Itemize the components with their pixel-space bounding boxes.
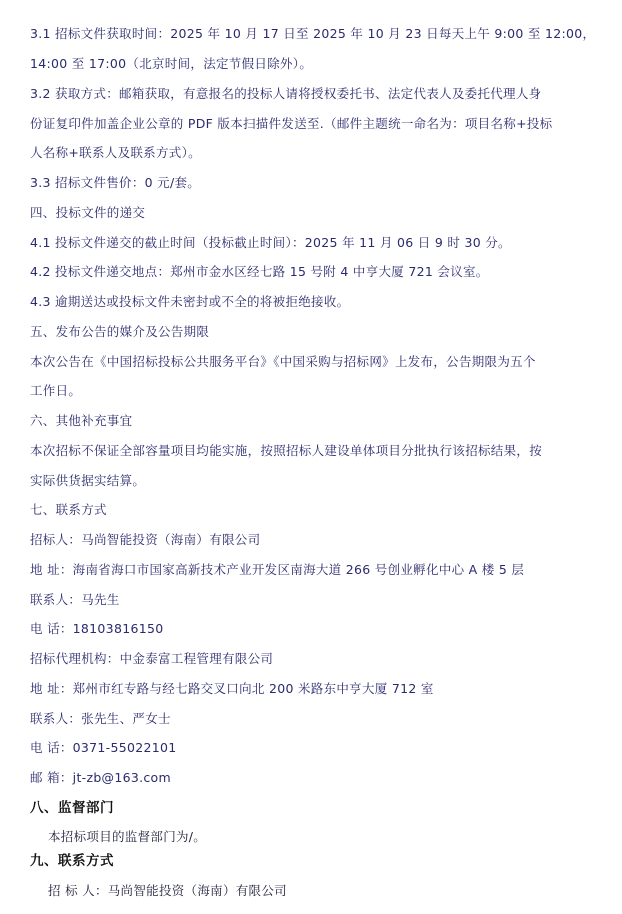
final-tenderer-line: 招 标 人：马尚智能投资（海南）有限公司	[48, 883, 287, 898]
section-heading-7: 七、联系方式	[30, 502, 107, 517]
agency-contact-line: 联系人：张先生、严女士	[30, 711, 171, 726]
tenderer-address-line: 地 址：海南省海口市国家高新技术产业开发区南海大道 266 号创业孵化中心 A 楼 5 层	[30, 562, 525, 577]
section-heading-6: 六、其他补充事宜	[30, 413, 133, 428]
tenderer-contact-line: 联系人：马先生	[30, 592, 120, 607]
text-line-9: 4.2 投标文件递交地点：郑州市金水区经七路 15 号附 4 中亨大厦 721 会议室。	[30, 264, 489, 279]
text-line-3: 3.2 获取方式：邮箱获取，有意报名的投标人请将授权委托书、法定代表人及委托代理人身	[30, 86, 542, 101]
agency-address-line: 地 址：郑州市红专路与经七路交叉口向北 200 米路东中亨大厦 712 室	[30, 681, 434, 696]
text-line-6: 3.3 招标文件售价：0 元/套。	[30, 175, 201, 190]
text-line-4: 份证复印件加盖企业公章的 PDF 版本扫描件发送至.（邮件主题统一命名为：项目名称+投标	[30, 116, 553, 131]
text-line-8: 4.1 投标文件递交的截止时间（投标截止时间）：2025 年 11 月 06 日 9 时 30 分。	[30, 235, 511, 250]
text-line-13: 工作日。	[30, 383, 82, 398]
tenderer-line: 招标人：马尚智能投资（海南）有限公司	[30, 532, 261, 547]
text-line-5: 人名称+联系人及联系方式）。	[30, 145, 201, 160]
agency-line: 招标代理机构：中金泰富工程管理有限公司	[30, 651, 274, 666]
text-line-16: 实际供货据实结算。	[30, 473, 146, 488]
text-line-12: 本次公告在《中国招标投标公共服务平台》《中国采购与招标网》上发布，公告期限为五个	[30, 354, 536, 369]
text-line-15: 本次招标不保证全部容量项目均能实施，按照招标人建设单体项目分批执行该招标结果，按	[30, 443, 543, 458]
section-heading-8: 八、监督部门	[30, 800, 114, 816]
supervision-line: 本招标项目的监督部门为/。	[48, 829, 207, 844]
section-heading-5: 五、发布公告的媒介及公告期限	[30, 324, 210, 339]
section-heading-9: 九、联系方式	[30, 853, 114, 869]
section-heading-4: 四、投标文件的递交	[30, 205, 146, 220]
tenderer-phone-line: 电 话：18103816150	[30, 621, 164, 636]
text-line-10: 4.3 逾期送达或投标文件未密封或不全的将被拒绝接收。	[30, 294, 350, 309]
text-line-2: 14:00 至 17:00（北京时间，法定节假日除外）。	[30, 56, 313, 71]
agency-email-line: 邮 箱：jt-zb@163.com	[30, 770, 171, 785]
text-line-1: 3.1 招标文件获取时间：2025 年 10 月 17 日至 2025 年 10 月 23 日每天上午 9:00 至 12:00，	[30, 26, 596, 41]
agency-phone-line: 电 话：0371-55022101	[30, 740, 177, 755]
